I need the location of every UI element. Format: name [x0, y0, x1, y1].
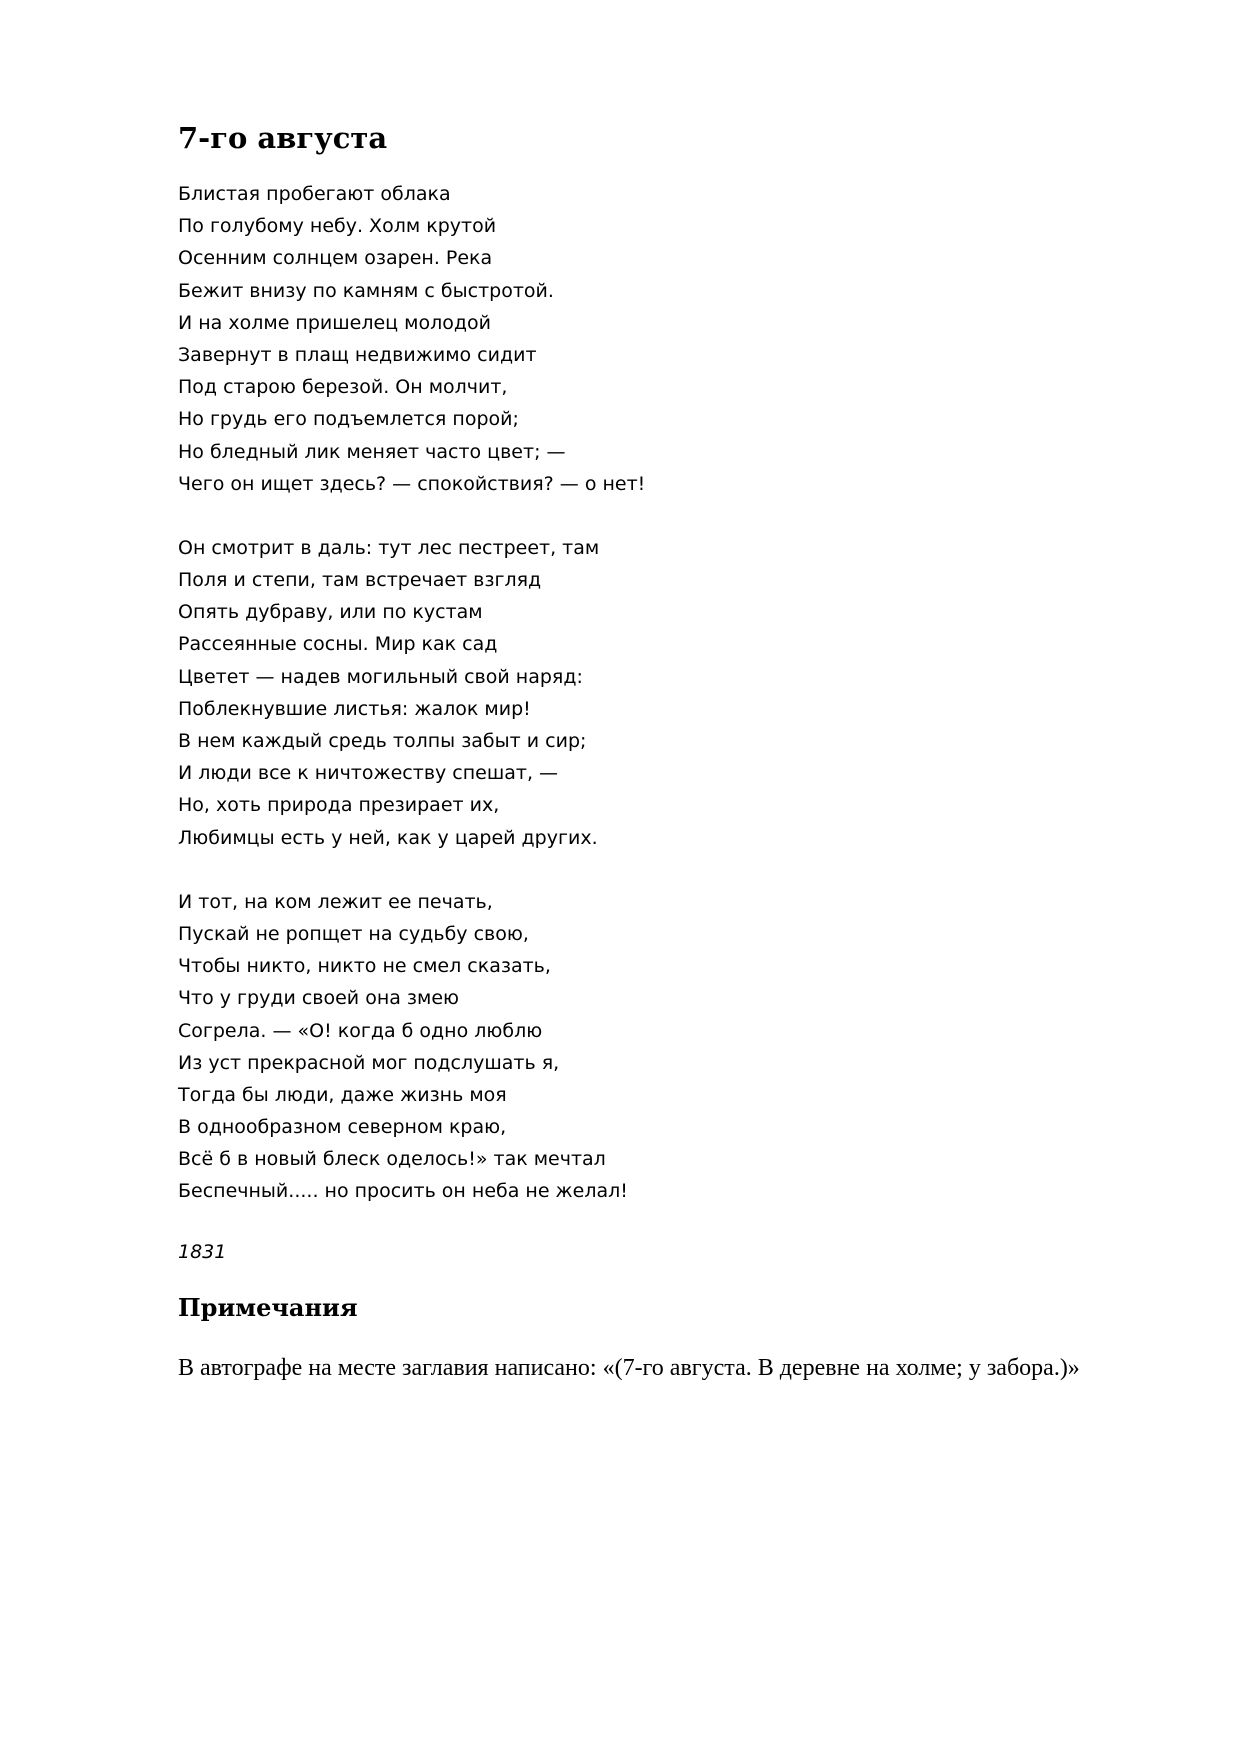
poem-line: По голубому небу. Холм крутой — [178, 215, 497, 238]
poem-line: Блистая пробегают облака — [178, 183, 451, 205]
poem-line: И люди все к ничтожеству спешат, — — [178, 762, 559, 785]
poem-line: Всё б в новый блеск оделось!» так мечтал — [178, 1148, 606, 1171]
poem-line: Согрела. — «О! когда б одно люблю — [178, 1019, 543, 1042]
poem-body — [178, 178, 1178, 1208]
document-page — [178, 118, 1178, 1384]
poem-line: Опять дубраву, или по кустам — [178, 601, 483, 624]
poem-line: Но бледный лик меняет часто цвет; — — [178, 440, 566, 463]
poem-line: Но грудь его подъемлется порой; — [178, 408, 519, 431]
stanza-2 — [178, 532, 1178, 854]
poem-line: Из уст прекрасной мог подслушать я, — [178, 1051, 560, 1074]
poem-line: Он смотрит в даль: тут лес пестреет, там — [178, 536, 600, 559]
poem-line: Любимцы есть у ней, как у царей других. — [178, 826, 598, 849]
poem-line: Цветет — надев могильный свой наряд: — [178, 665, 583, 688]
poem-line: Чего он ищет здесь? — спокойствия? — о нет! — [178, 472, 646, 495]
poem-line: Бежит внизу по камням с быстротой. — [178, 279, 554, 302]
poem-line: В нем каждый средь толпы забыт и сир; — [178, 730, 587, 752]
poem-line: Осенним солнцем озарен. Река — [178, 247, 493, 270]
poem-line: Рассеянные сосны. Мир как сад — [178, 633, 498, 656]
poem-title: 7-го августа — [178, 121, 388, 155]
poem-line: Под старою березой. Он молчит, — [178, 376, 508, 399]
poem-line: Чтобы никто, никто не смел сказать, — [178, 955, 551, 978]
poem-line: Тогда бы люди, даже жизнь моя — [178, 1083, 507, 1106]
notes-text: В автографе на месте заглавия написано: «(7-го августа. В деревне на холме; у забора.)» — [178, 1354, 1080, 1381]
poem-line: Завернут в плащ недвижимо сидит — [178, 343, 537, 366]
poem-line: Поблекнувшие листья: жалок мир! — [178, 697, 531, 720]
poem-line: Пускай не ропщет на судьбу свою, — [178, 922, 529, 945]
poem-line: И тот, на ком лежит ее печать, — [178, 890, 493, 913]
stanza-3 — [178, 886, 1178, 1208]
poem-line: Но, хоть природа презирает их, — [178, 794, 500, 817]
stanza-1 — [178, 178, 1178, 500]
poem-line: В однообразном северном краю, — [178, 1116, 507, 1139]
poem-year: 1831 — [178, 1240, 227, 1263]
poem-line: Поля и степи, там встречает взгляд — [178, 569, 542, 592]
poem-line: Что у груди своей она змею — [178, 987, 460, 1010]
notes-heading: Примечания — [178, 1292, 358, 1322]
poem-line: И на холме пришелец молодой — [178, 311, 491, 334]
poem-line: Беспечный..... но просить он неба не желал! — [178, 1180, 628, 1203]
